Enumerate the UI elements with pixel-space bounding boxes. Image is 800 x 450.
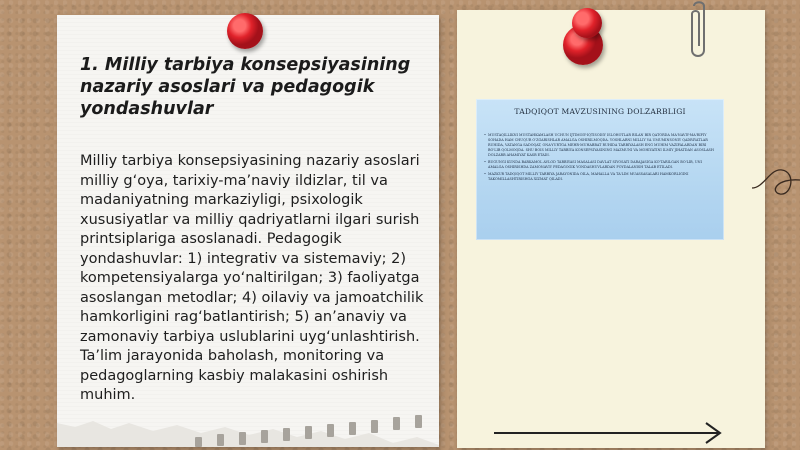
push-pin-icon (227, 13, 263, 49)
section-title: 1. Milliy tarbiya konsepsiyasining nazariy asoslari va pedagogik yondashuvlar (80, 55, 411, 119)
string-decoration (752, 158, 800, 222)
slide-body (484, 133, 716, 184)
torn-edge (57, 403, 439, 447)
paper-clip-icon (686, 0, 710, 66)
slide-paragraph: • MUSTAQILLIKNI MUSTAHKAMLASH UCHUN IJTIMOIY-IQTISODIY ISLOHOTLAR BILAN BIR QATORDA MA'NAVIY-MA'RIFIY SOHADA HAM CHUQUR O'ZGARISHLAR AMALGA OSHIRILMOQDA. YOSHLARNI MILLIY VA UMUMINSONIY QADRIYATLAR RUHIDA, VATANGA SADOQAT, ONA-YURTGA MEHR-MUHABBAT RUHIDA TARBIYALASH ENG MUHIM VAZIFALARDAN BIRI BO'LIB QOLMOQDA. SHU BOIS MILLIY TARBIYA KONSEPSIYASINING MAZMUNI VA MOHIYATINI ILMIY JIHATDAN ASOSLASH DOLZARB AHAMIYAT KASB ETADI. (484, 133, 716, 158)
slide-paragraph: • BUGUNGI KUNDA BARKAMOL AVLOD TARBIYASI MASALASI DAVLAT SIYOSATI DARAJASIGA KO'TARILGAN BO'LIB, UNI AMALGA OSHIRISHDA ZAMONAVIY PEDAGOGIK YONDASHUVLARDAN FOYDALANISH TALAB ETILADI. (484, 160, 716, 170)
slide-thumbnail (476, 99, 724, 240)
slide-title: TADQIQOT MAVZUSINING DOLZARBLIGI (514, 107, 686, 116)
slide-paragraph: • MAZKUR TADQIQOT MILLIY TARBIYA JARAYONIDA OILA, MAHALLA VA TA'LIM MUASSASALARI HAMKORLIGINI TAKOMILLASHTIRISHGA XIZMAT QILADI. (484, 172, 716, 182)
push-pin-icon (572, 8, 602, 38)
arrow-right-icon (492, 420, 724, 450)
section-body: Milliy tarbiya konsepsiyasining nazariy asoslari milliy g‘oya, tarixiy-ma’naviy ildizlar, til va madaniyatning markaziyligi, psixologik xususiyatlar va milliy qadriyatlarni ilgari surish printsiplariga asoslanadi. Pedagogik yondashuvlar: 1) integrativ va sistemaviy; 2) kompetensiyalarga yo‘naltirilgan; 3) faoliyatga asoslangan metodlar; 4) oilaviy va jamoatchilik hamkorligini rag‘batlantirish; 5) an’anaviy va zamonaviy tarbiya uslublarini uyg‘unlashtirish. Ta’lim jarayonida baholash, monitoring va pedagoglarning kasbiy malakasini oshirish muhim. (80, 153, 424, 403)
